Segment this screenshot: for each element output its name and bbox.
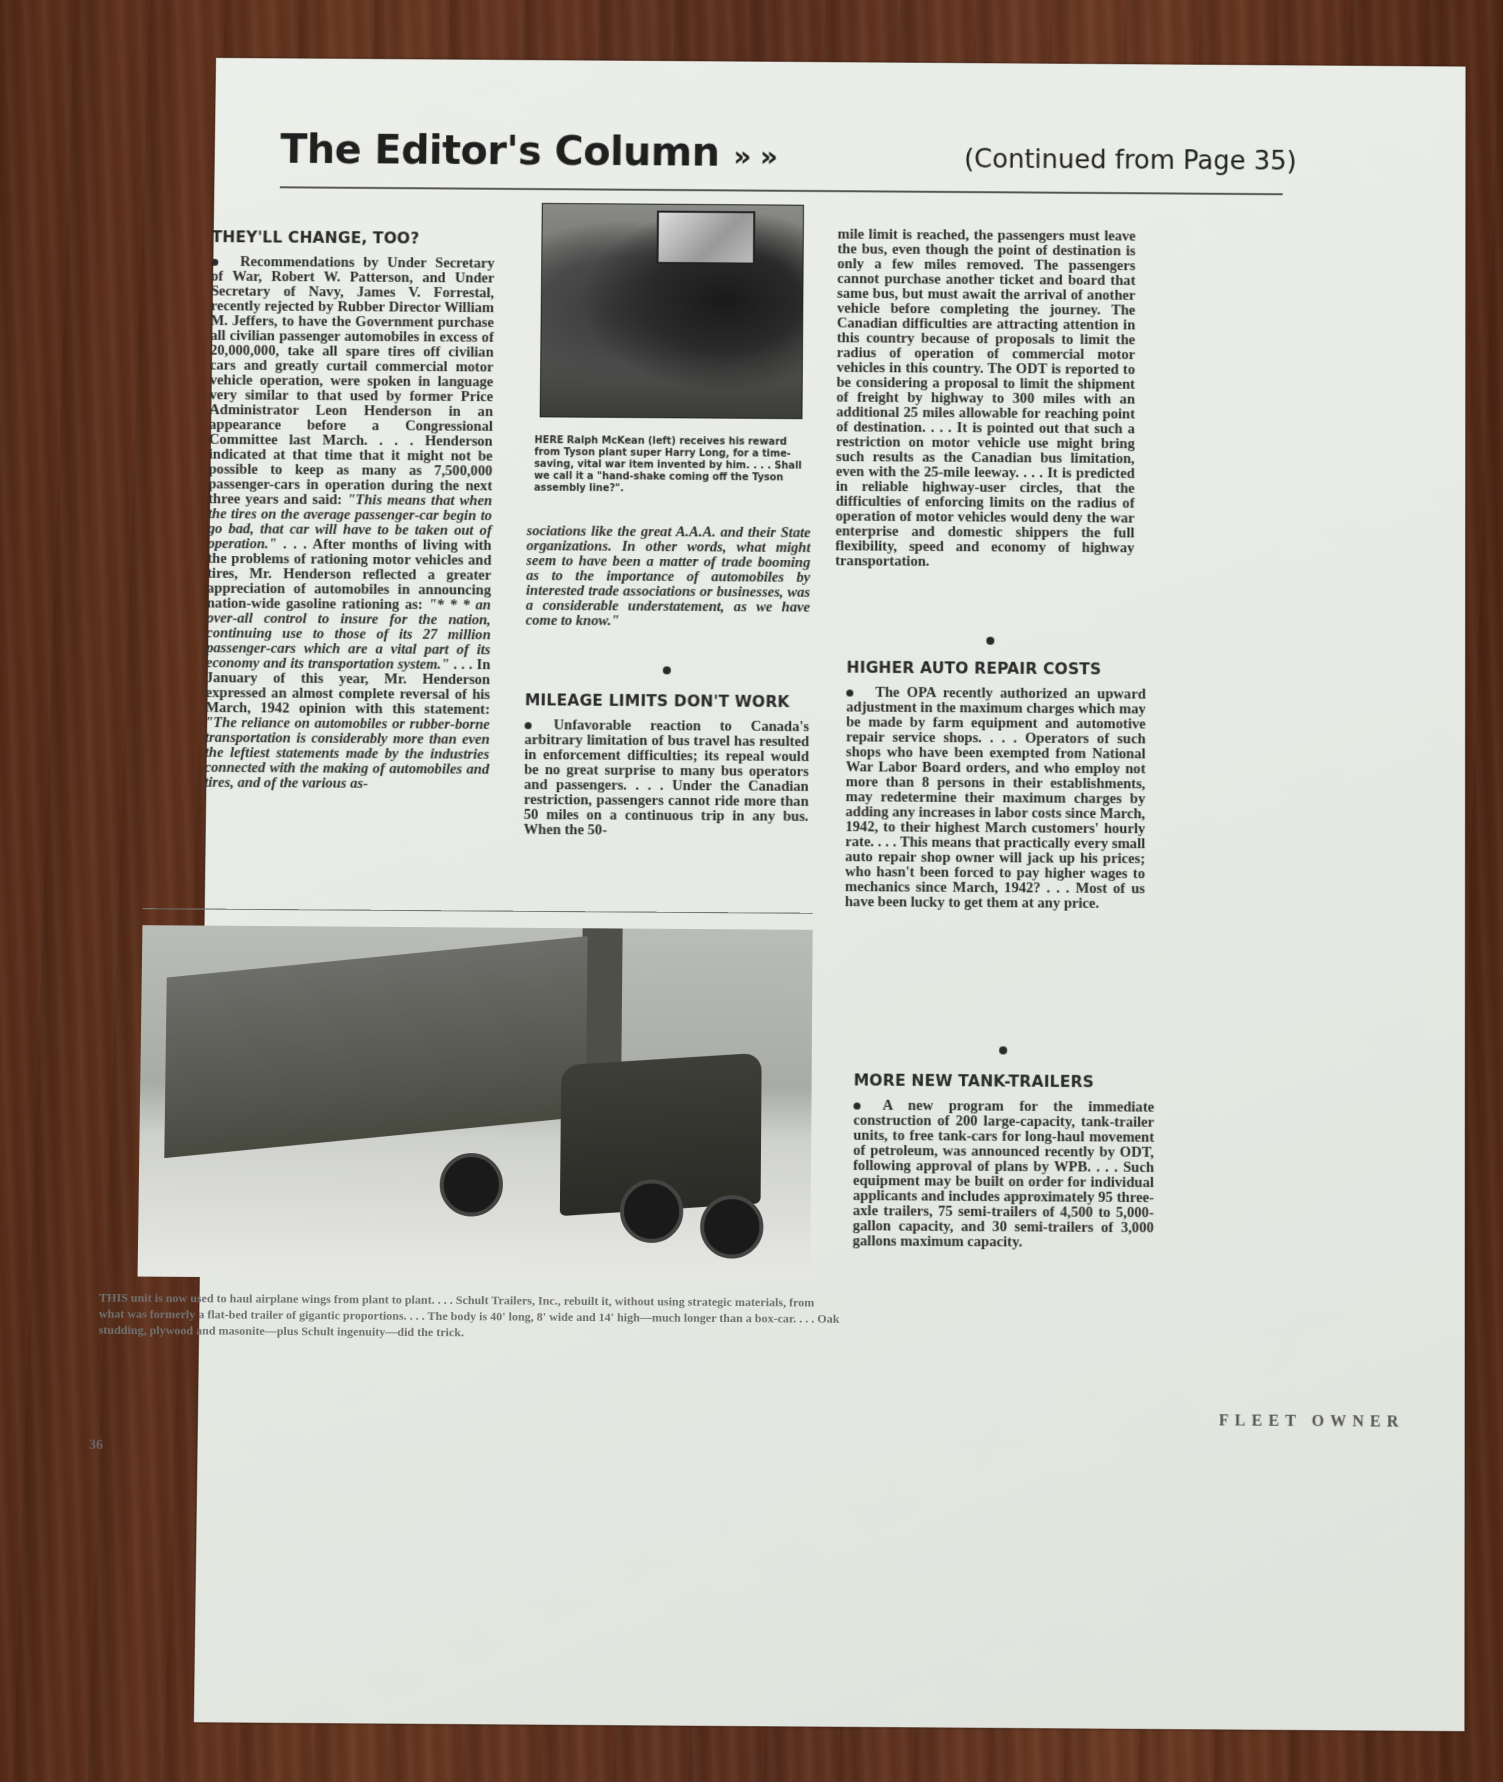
quote-3: "The reliance on automobiles or rubber-borne transportation is considerably more than even the leftiest statements made by the industries connected with the making of automobiles and tires, and of the various as- (204, 714, 490, 792)
article-body-2: . . . After months of living with the problems of rationing motor vehicles and tires, Mr. Henderson reflected a greater appreciation of automobiles in announcing nation-wide gasoline rationing as: (206, 536, 492, 613)
heading-mileage-limits: MILEAGE LIMITS DON'T WORK (524, 691, 790, 712)
section-divider-dot (986, 637, 994, 645)
bullet-icon (211, 259, 218, 266)
article-mileage-limits: Unfavorable reaction to Canada's arbitrary limitation of bus travel has resulted in enforcement difficulties; its repeal would be no great surprise to many bus operators and passengers. . . . Under the Canadian restriction, passengers cannot ride more than 50 miles on a continuous trip in any bus. When the 50- (523, 717, 810, 839)
handshake-photo-caption: HERE Ralph McKean (left) receives his reward from Tyson plant super Harry Long, for a time-saving, vital war item invented by him. . . . Shall we call it a "hand-shake coming off the Tyson assembly line?". (533, 435, 802, 495)
publication-name: FLEET OWNER (1218, 1412, 1405, 1431)
column-3-repair (844, 658, 1146, 912)
heading-higher-auto-repair: HIGHER AUTO REPAIR COSTS (846, 658, 1102, 679)
article-body-1: Recommendations by Under Secretary of War, Robert W. Patterson, and Under Secretary of Navy, James V. Forrestal, recently rejected by Rubber Director William M. Jeffers, to have the Government purchase all civilian passenger automobiles in excess of 20,000,000, take all spare tires off civilian cars and greatly curtail commercial motor vehicle operation, were spoken in language very similar to that used by former Price Administrator Leon Henderson in an appearance before a Congressional Committee last March. . . . Henderson indicated at that time that it might not be possible to keep as many as 7,500,000 passenger-cars in operation during the next three years and said: (208, 254, 495, 509)
title-marks: » » (733, 140, 778, 174)
truck-wheel (620, 1179, 684, 1243)
photo-rule (143, 908, 813, 914)
heading-more-tank-trailers: MORE NEW TANK-TRAILERS (853, 1071, 1095, 1092)
section-divider-dot (999, 1046, 1007, 1054)
article-body-3: . . . In January of this year, Mr. Henderson expressed an almost complete reversal of his March, 1942 opinion with this statement: (205, 656, 491, 718)
column-3 (835, 228, 1135, 572)
column-2 (526, 524, 811, 630)
bullet-icon (525, 722, 532, 729)
handshake-photo (540, 203, 804, 419)
column-3-tank (853, 1073, 1155, 1251)
truck-photo-caption: THIS unit is now used to haul airplane wings from plant to plant. . . . Schult Trailers, Inc., rebuilt it, without using strategic materials, from what was formerly a flat-bed trailer of gigantic proportions. . . . The body is 40' long, 8' wide and 14' high—much longer than a box-car. . . . Oak studding, plywood and masonite—plus Schult ingenuity—did the trick. (98, 1290, 840, 1340)
magazine-page (88, 58, 1466, 1731)
page-number: 36 (88, 1437, 104, 1453)
article-more-tank-trailers: A new program for the immediate construction of 200 large-capacity, tank-trailer units, to free tank-cars for long-haul movement of petroleum, was announced recently by ODT, following approval of plans by WPB. . . . Such equipment may be built on order for individual applicants and includes approximately 95 three-axle trailers, 75 semi-trailers of 4,500 to 5,000-gallon capacity, and 30 semi-trailers of 3,000 gallons maximum capacity. (852, 1097, 1155, 1251)
continued-note: (Continued from Page 35) (964, 144, 1297, 177)
trailer-body (164, 936, 587, 1158)
heading-theyll-change: THEY'LL CHANGE, TOO? (211, 228, 420, 248)
truck-photo (138, 925, 813, 1281)
header-rule (280, 186, 1283, 195)
section-divider-dot (663, 666, 671, 674)
column-1 (204, 230, 495, 792)
wall-picture (657, 211, 756, 265)
bullet-icon (846, 690, 853, 697)
article-higher-auto-repair: The OPA recently authorized an upward adjustment in the maximum charges which may be made by farm equipment and automotive repair service shops. . . . Operators of such shops who have been exempted from National War Labor Board orders, and who employ not more than 8 persons in their establishments, may redetermine their maximum charges by adding any increases in labor costs since March, 1942, to their highest March customers' hourly rate. . . . This means that practically every small auto repair shop owner will jack up his prices; who hasn't been forced to pay higher wages to mechanics since March, 1942? . . . Most of us have been lucky to get them at any price. (844, 684, 1146, 912)
page-title (280, 127, 778, 176)
column-2-mileage (523, 693, 809, 840)
article-continuation: sociations like the great A.A.A. and their State organizations. In other words, what might seem to have been a matter of trade booming as to the importance of automobiles by interested trade associations or businesses, was a considerable understatement, as we have come to know." (525, 523, 811, 630)
article-mileage-continuation: mile limit is reached, the passengers must leave the bus, even though the point of destination is only a few miles removed. The passengers cannot purchase another ticket and board that same bus, but must await the arrival of another vehicle before completing the journey. The Canadian difficulties are attracting attention in this country because of proposals to limit the radius of operation of commercial motor vehicles in this country. The ODT is reported to be considering a proposal to limit the shipment of freight by highway to 300 miles with an additional 25 miles allowable for reaching point of destination. . . . It is pointed out that such a restriction on motor vehicle use might bring such results as the Canadian bus limitation, even with the 25-mile leeway. . . . It is predicted in reliable highway-user circles, that the difficulties of enforcing limits on the radius of operation of motor vehicles would deny the war enterprise and domestic shippers the full flexibility, speed and economy of highway transportation. (835, 226, 1136, 570)
quote-2: "* * * an over-all control to insure for the nation, continuing use to those of its 27 million passenger-cars which are a vital part of its economy and its transportation system." (205, 597, 492, 673)
title-text: The Editor's Column (280, 127, 720, 176)
bullet-icon (853, 1103, 860, 1110)
trailer-wheel (439, 1153, 503, 1217)
quote-1: "This means that when the tires on the average passenger-car begin to go bad, that car will have to be taken out of operation." (207, 492, 493, 553)
article-theyll-change (204, 255, 494, 793)
truck-wheel (700, 1195, 764, 1259)
